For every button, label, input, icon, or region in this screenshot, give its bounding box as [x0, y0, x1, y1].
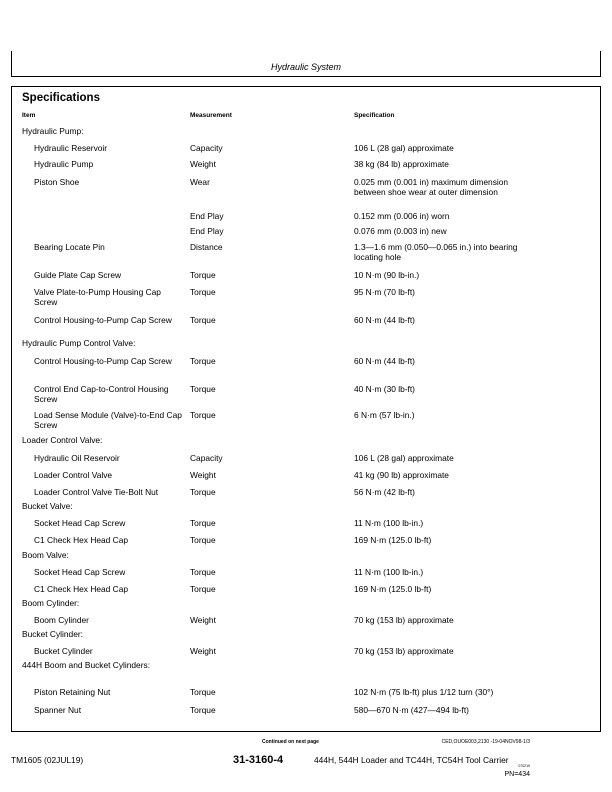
spec-measurement: Torque: [190, 356, 216, 366]
group-heading: Loader Control Valve:: [22, 435, 103, 445]
spec-value: 95 N·m (70 lb-ft): [354, 287, 415, 297]
column-header-specification: Specification: [354, 112, 395, 119]
spec-item: C1 Check Hex Head Cap: [34, 535, 129, 545]
spec-value: 56 N·m (42 lb-ft): [354, 487, 415, 497]
spec-item: Bucket Cylinder: [34, 646, 93, 656]
spec-item: C1 Check Hex Head Cap: [34, 584, 129, 594]
spec-value: 6 N·m (57 lb-in.): [354, 410, 415, 420]
spec-value: 60 N·m (44 lb-ft): [354, 356, 415, 366]
spec-measurement: Torque: [190, 584, 216, 594]
spec-value: 38 kg (84 lb) approximate: [354, 159, 449, 169]
group-heading: Boom Valve:: [22, 550, 69, 560]
spec-item: Load Sense Module (Valve)-to-End Cap Screw: [34, 410, 182, 430]
spec-item: Control End Cap-to-Control Housing Screw: [34, 384, 169, 404]
spec-item: Bearing Locate Pin: [34, 242, 105, 252]
spec-value: 169 N·m (125.0 lb-ft): [354, 584, 432, 594]
spec-value: 0.152 mm (0.006 in) worn: [354, 211, 450, 221]
spec-value: 0.076 mm (0.003 in) new: [354, 226, 447, 236]
spec-measurement: Weight: [190, 470, 216, 480]
spec-value: 580—670 N·m (427—494 lb-ft): [354, 705, 469, 715]
spec-value: 10 N·m (90 lb-in.): [354, 270, 420, 280]
part-number: PN=434: [504, 771, 530, 778]
group-heading: Bucket Cylinder:: [22, 629, 83, 639]
spec-measurement: Torque: [190, 287, 216, 297]
spec-value: 11 N·m (100 lb-in.): [354, 518, 424, 528]
group-heading: Bucket Valve:: [22, 501, 73, 511]
spec-value: 11 N·m (100 lb-in.): [354, 567, 424, 577]
manual-number: TM1605 (02JUL19): [11, 755, 84, 765]
spec-measurement: Capacity: [190, 453, 223, 463]
spec-item: Loader Control Valve Tie-Bolt Nut: [34, 487, 159, 497]
column-header-measurement: Measurement: [190, 112, 232, 119]
spec-item: Hydraulic Oil Reservoir: [34, 453, 120, 463]
page-number: 31-3160-4: [233, 754, 284, 766]
footer-date-code: 070219: [518, 764, 530, 768]
spec-value: 102 N·m (75 lb-ft) plus 1/12 turn (30°): [354, 687, 494, 697]
manual-title: 444H, 544H Loader and TC44H, TC54H Tool Carrier: [314, 755, 509, 765]
spec-item: Boom Cylinder: [34, 615, 89, 625]
spec-item: Spanner Nut: [34, 705, 82, 715]
spec-value: 41 kg (90 lb) approximate: [354, 470, 449, 480]
spec-measurement: Wear: [190, 177, 210, 187]
continued-note: Continued on next page: [262, 739, 319, 745]
spec-value: 70 kg (153 lb) approximate: [354, 646, 454, 656]
spec-measurement: Weight: [190, 646, 216, 656]
spec-value: 40 N·m (30 lb-ft): [354, 384, 415, 394]
spec-measurement: Distance: [190, 242, 223, 252]
spec-measurement: Torque: [190, 487, 216, 497]
spec-measurement: Weight: [190, 615, 216, 625]
spec-item: Control Housing-to-Pump Cap Screw: [34, 356, 172, 366]
spec-item: Socket Head Cap Screw: [34, 518, 126, 528]
spec-item: Valve Plate-to-Pump Housing Cap Screw: [34, 287, 161, 307]
spec-measurement: Capacity: [190, 143, 223, 153]
spec-measurement: Torque: [190, 315, 216, 325]
spec-measurement: Torque: [190, 410, 216, 420]
section-title: Hydraulic System: [270, 62, 342, 72]
spec-measurement: End Play: [190, 211, 224, 221]
group-heading: 444H Boom and Bucket Cylinders:: [22, 660, 151, 670]
spec-item: Hydraulic Reservoir: [34, 143, 108, 153]
spec-measurement: Torque: [190, 535, 216, 545]
spec-measurement: Torque: [190, 567, 216, 577]
spec-measurement: Torque: [190, 687, 216, 697]
document-code: CED,OUOE003,2130 -19-04NOV98-1/3: [441, 739, 530, 745]
specifications-title: Specifications: [22, 92, 100, 104]
spec-measurement: Torque: [190, 518, 216, 528]
spec-measurement: End Play: [190, 226, 224, 236]
spec-value: 169 N·m (125.0 lb-ft): [354, 535, 432, 545]
spec-value: 60 N·m (44 lb-ft): [354, 315, 415, 325]
group-heading: Hydraulic Pump Control Valve:: [22, 338, 136, 348]
spec-measurement: Torque: [190, 270, 216, 280]
spec-value: 106 L (28 gal) approximate: [354, 143, 454, 153]
group-heading: Boom Cylinder:: [22, 598, 80, 608]
group-heading: Hydraulic Pump:: [22, 126, 84, 136]
spec-item: Guide Plate Cap Screw: [34, 270, 122, 280]
spec-item: Hydraulic Pump: [34, 159, 94, 169]
spec-value: 1.3—1.6 mm (0.050—0.065 in.) into bearing locating hole: [354, 242, 518, 262]
spec-item: Piston Retaining Nut: [34, 687, 111, 697]
spec-value: 70 kg (153 lb) approximate: [354, 615, 454, 625]
spec-item: Control Housing-to-Pump Cap Screw: [34, 315, 172, 325]
spec-measurement: Weight: [190, 159, 216, 169]
spec-item: Loader Control Valve: [34, 470, 113, 480]
spec-value: 106 L (28 gal) approximate: [354, 453, 454, 463]
spec-item: Piston Shoe: [34, 177, 80, 187]
spec-measurement: Torque: [190, 384, 216, 394]
spec-item: Socket Head Cap Screw: [34, 567, 126, 577]
spec-measurement: Torque: [190, 705, 216, 715]
spec-value: 0.025 mm (0.001 in) maximum dimension between shoe wear at outer dimension: [354, 177, 509, 197]
column-header-item: Item: [22, 112, 36, 119]
